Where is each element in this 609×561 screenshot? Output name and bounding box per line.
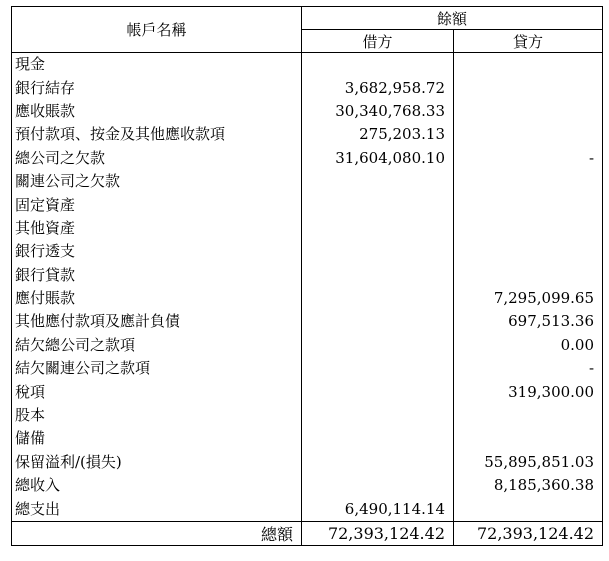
credit-cell <box>454 123 603 146</box>
total-row <box>12 521 603 545</box>
table-row <box>12 100 603 123</box>
table-row <box>12 427 603 450</box>
table-row <box>12 217 603 240</box>
account-name-cell: 股本 <box>12 404 302 427</box>
debit-cell <box>302 217 454 240</box>
table-row <box>12 170 603 193</box>
debit-cell: 3,682,958.72 <box>302 76 454 99</box>
debit-header: 借方 <box>302 30 454 53</box>
table-row <box>12 240 603 263</box>
account-name-cell: 結欠總公司之款項 <box>12 334 302 357</box>
credit-cell: - <box>454 147 603 170</box>
account-name-cell: 稅項 <box>12 380 302 403</box>
credit-cell: 7,295,099.65 <box>454 287 603 310</box>
table-row <box>12 380 603 403</box>
table-row <box>12 264 603 287</box>
debit-cell <box>302 53 454 77</box>
account-name-cell: 總支出 <box>12 497 302 521</box>
table-row <box>12 451 603 474</box>
debit-cell <box>302 334 454 357</box>
debit-cell <box>302 380 454 403</box>
account-name-cell: 預付款項、按金及其他應收款項 <box>12 123 302 146</box>
debit-cell: 31,604,080.10 <box>302 147 454 170</box>
credit-cell <box>454 193 603 216</box>
account-name-cell: 現金 <box>12 53 302 77</box>
debit-cell <box>302 193 454 216</box>
table-body <box>12 53 603 522</box>
debit-cell <box>302 404 454 427</box>
table-row <box>12 474 603 497</box>
debit-cell: 275,203.13 <box>302 123 454 146</box>
total-credit: 72,393,124.42 <box>454 521 603 545</box>
table-row <box>12 334 603 357</box>
debit-cell <box>302 451 454 474</box>
table-row <box>12 310 603 333</box>
credit-header: 貸方 <box>454 30 603 53</box>
table-row <box>12 76 603 99</box>
credit-cell <box>454 240 603 263</box>
debit-cell <box>302 474 454 497</box>
account-name-cell: 關連公司之欠款 <box>12 170 302 193</box>
table-row <box>12 497 603 521</box>
credit-cell: 8,185,360.38 <box>454 474 603 497</box>
account-name-cell: 總公司之欠款 <box>12 147 302 170</box>
account-name-cell: 銀行貸款 <box>12 264 302 287</box>
debit-cell: 30,340,768.33 <box>302 100 454 123</box>
credit-cell: 0.00 <box>454 334 603 357</box>
account-name-cell: 應付賬款 <box>12 287 302 310</box>
credit-cell <box>454 264 603 287</box>
debit-cell <box>302 170 454 193</box>
header-row-top <box>12 7 603 30</box>
account-name-header: 帳戶名稱 <box>12 7 302 53</box>
account-name-cell: 總收入 <box>12 474 302 497</box>
debit-cell <box>302 240 454 263</box>
table-row <box>12 53 603 77</box>
credit-cell: - <box>454 357 603 380</box>
credit-cell: 319,300.00 <box>454 380 603 403</box>
account-name-cell: 銀行結存 <box>12 76 302 99</box>
debit-cell: 6,490,114.14 <box>302 497 454 521</box>
account-name-cell: 其他資產 <box>12 217 302 240</box>
debit-cell <box>302 287 454 310</box>
credit-cell <box>454 100 603 123</box>
account-name-cell: 應收賬款 <box>12 100 302 123</box>
credit-cell <box>454 497 603 521</box>
account-name-cell: 其他應付款項及應計負債 <box>12 310 302 333</box>
account-name-cell: 儲備 <box>12 427 302 450</box>
account-name-cell: 結欠關連公司之款項 <box>12 357 302 380</box>
account-name-cell: 銀行透支 <box>12 240 302 263</box>
credit-cell <box>454 427 603 450</box>
table-row <box>12 404 603 427</box>
total-label: 總額 <box>12 521 302 545</box>
credit-cell <box>454 76 603 99</box>
credit-cell <box>454 170 603 193</box>
credit-cell: 697,513.36 <box>454 310 603 333</box>
credit-cell: 55,895,851.03 <box>454 451 603 474</box>
table-row <box>12 287 603 310</box>
credit-cell <box>454 217 603 240</box>
debit-cell <box>302 357 454 380</box>
account-name-cell: 保留溢利/(損失) <box>12 451 302 474</box>
credit-cell <box>454 404 603 427</box>
debit-cell <box>302 427 454 450</box>
table-row <box>12 357 603 380</box>
table-row <box>12 193 603 216</box>
debit-cell <box>302 310 454 333</box>
table-row <box>12 123 603 146</box>
total-debit: 72,393,124.42 <box>302 521 454 545</box>
debit-cell <box>302 264 454 287</box>
account-name-cell: 固定資產 <box>12 193 302 216</box>
table-row <box>12 147 603 170</box>
credit-cell <box>454 53 603 77</box>
balance-header: 餘額 <box>302 7 603 30</box>
trial-balance-table <box>11 6 603 546</box>
